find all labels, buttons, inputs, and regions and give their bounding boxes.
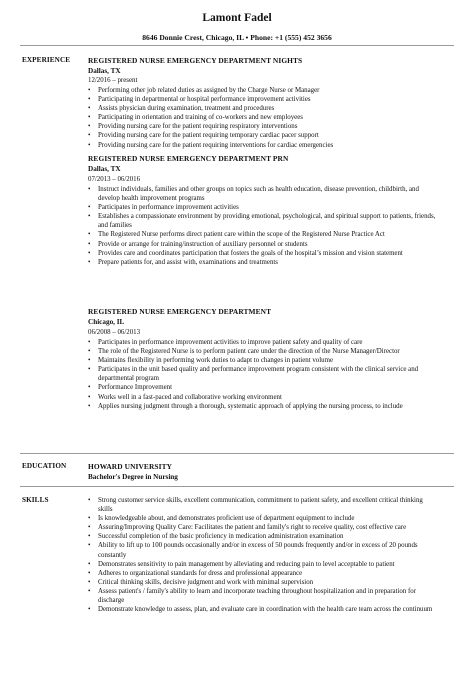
job-location: Chicago, IL	[88, 318, 125, 326]
list-item: • Provide or arrange for training/instruction of auxiliary personnel or students	[88, 240, 438, 249]
list-item: • Participates in performance improvement activities	[88, 203, 438, 212]
job-title: REGISTERED NURSE EMERGENCY DEPARTMENT	[88, 307, 272, 316]
list-item: • Prepare patients for, and assist with, examinations and treatments	[88, 258, 438, 267]
list-item: • Critical thinking skills, decisive judgment and work with minimal supervision	[88, 578, 438, 587]
list-item: • Performance Improvement	[88, 383, 438, 392]
job-dates: 07/2013 – 06/2016	[88, 176, 141, 183]
list-item: • Participating in departmental or hospital performance improvement activities	[88, 95, 438, 104]
list-item: • Works well in a fast-paced and collaborative working environment	[88, 393, 438, 402]
list-item: • The Registered Nurse performs direct patient care within the scope of the Registered Nurse Practice Act	[88, 230, 438, 239]
list-item: • Assess patient's / family's ability to learn and incorporate teaching throughout hospitalization and in preparation for discharge	[88, 587, 438, 605]
job-dates: 12/2016 – present	[88, 77, 138, 84]
skills-bullets	[88, 496, 438, 614]
contact-line: 8646 Donnie Crest, Chicago, IL • Phone: +1 (555) 452 3656	[142, 33, 332, 42]
list-item: • Maintains flexibility in performing work duties to adapt to changes in patient volume	[88, 356, 438, 365]
job-bullets	[88, 86, 438, 150]
job-location: Dallas, TX	[88, 165, 121, 173]
job-title: REGISTERED NURSE EMERGENCY DEPARTMENT NIGHTS	[88, 56, 303, 65]
list-item: • Ability to lift up to 100 pounds occasionally and/or in excess of 50 pounds frequently and/or in excess of 20 pounds constantly	[88, 541, 438, 559]
degree: Bachelor's Degree in Nursing	[88, 473, 178, 481]
job-dates: 06/2008 – 06/2013	[88, 329, 141, 336]
list-item: • Participates in the unit based quality and performance improvement program consistent with the clinical service and departmental program	[88, 365, 438, 383]
list-item: • Performing other job related duties as assigned by the Charge Nurse or Manager	[88, 86, 438, 95]
header-divider	[20, 45, 454, 46]
list-item: • The role of the Registered Nurse is to perform patient care under the direction of the Nurse Manager/Director	[88, 347, 438, 356]
list-item: • Adheres to organizational standards for dress and professional appearance	[88, 569, 438, 578]
skills-heading: SKILLS	[22, 496, 49, 504]
job-bullets	[88, 338, 438, 411]
list-item: • Strong customer service skills, excellent communication, commitment to patient safety, and excellent critical thinking skills	[88, 496, 438, 514]
experience-heading: EXPERIENCE	[22, 56, 71, 64]
list-item: • Demonstrates sensitivity to pain management by alleviating and reducing pain to level acceptable to patient	[88, 560, 438, 569]
list-item: • Applies nursing judgment through a thorough, systematic approach of applying the nursing process, to include	[88, 402, 438, 411]
job-location: Dallas, TX	[88, 67, 121, 75]
list-item: • Participating in orientation and training of co-workers and new employees	[88, 113, 438, 122]
list-item: • Providing nursing care for the patient requiring respiratory interventions	[88, 122, 438, 131]
list-item: • Participates in performance improvement activities to improve patient safety and quality of care	[88, 338, 438, 347]
list-item: • Assists physician during examination, treatment and procedures	[88, 104, 438, 113]
candidate-name: Lamont Fadel	[202, 12, 272, 24]
section-divider	[20, 486, 454, 487]
list-item: • Establishes a compassionate environment by providing emotional, psychological, and spiritual support to patients, friends, and families	[88, 212, 438, 230]
school-name: HOWARD UNIVERSITY	[88, 462, 173, 471]
list-item: • Assuring/Improving Quality Care: Facilitates the patient and family's right to receive quality, cost effective care	[88, 523, 438, 532]
list-item: • Is knowledgeable about, and demonstrates proficient use of department equipment to include	[88, 514, 438, 523]
job-title: REGISTERED NURSE EMERGENCY DEPARTMENT PRN	[88, 154, 289, 163]
education-heading: EDUCATION	[22, 462, 67, 470]
job-bullets	[88, 185, 438, 267]
list-item: • Instruct individuals, families and other groups on topics such as health education, disease prevention, childbirth, and develop health improvement programs	[88, 185, 438, 203]
section-divider	[20, 453, 454, 454]
list-item: • Successful completion of the basic proficiency in medication administration examination	[88, 532, 438, 541]
list-item: • Demonstrate knowledge to assess, plan, and evaluate care in coordination with the health care team across the continuum	[88, 605, 438, 614]
list-item: • Providing nursing care for the patient requiring temporary cardiac pacer support	[88, 131, 438, 140]
list-item: • Providing nursing care for the patient requiring interventions for cardiac emergencies	[88, 141, 438, 150]
list-item: • Provides care and coordinates participation that fosters the goals of the hospital’s mission and vision statement	[88, 249, 438, 258]
